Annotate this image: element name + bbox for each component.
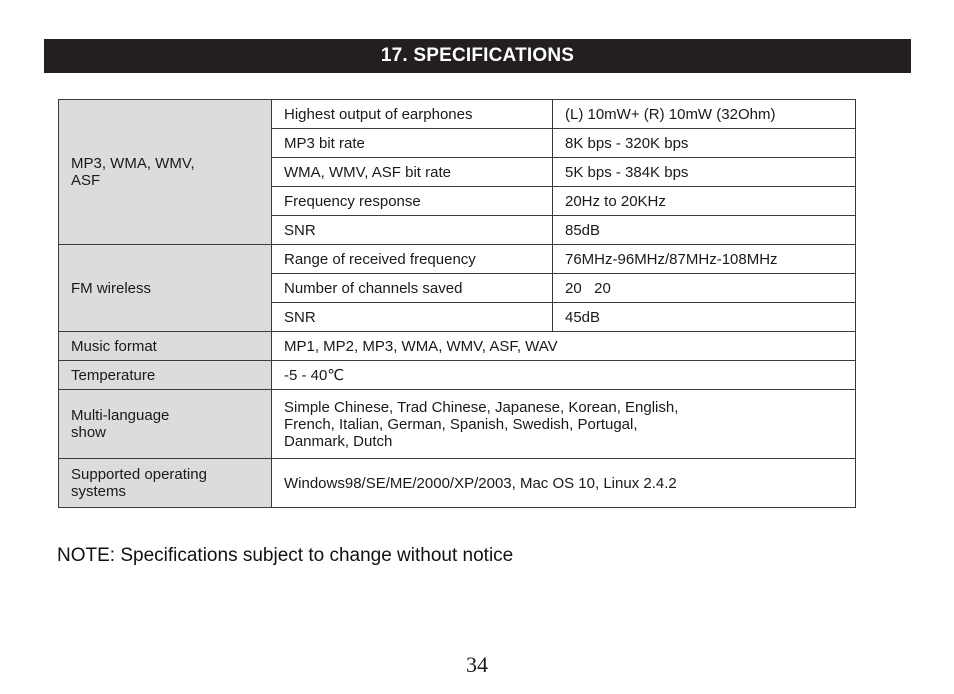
spec-label: Range of received frequency: [272, 245, 553, 274]
table-row: [59, 100, 856, 129]
category-label: MP3, WMA, WMV, ASF: [71, 155, 195, 189]
spec-value: Simple Chinese, Trad Chinese, Japanese, Korean, English, French, Italian, German, Spanish, Swedish, Portugal, Danmark, Dutch: [272, 390, 856, 459]
category-cell: [59, 459, 272, 508]
category-cell: [59, 390, 272, 459]
table-row: [59, 459, 856, 508]
spec-label: Number of channels saved: [272, 274, 553, 303]
category-label: FM wireless: [71, 279, 152, 297]
spec-label: SNR: [272, 303, 553, 332]
spec-value: Windows98/SE/ME/2000/XP/2003, Mac OS 10, Linux 2.4.2: [272, 459, 856, 508]
table-row: [59, 390, 856, 459]
table-row: [59, 361, 856, 390]
spec-value: MP1, MP2, MP3, WMA, WMV, ASF, WAV: [272, 332, 856, 361]
category-cell: [59, 100, 272, 245]
category-cell: [59, 332, 272, 361]
spec-value: 45dB: [553, 303, 856, 332]
spec-value: 20Hz to 20KHz: [553, 187, 856, 216]
note-text: NOTE: Specifications subject to change without notice: [57, 545, 514, 566]
table-row: [59, 245, 856, 274]
spec-value: -5 - 40℃: [272, 361, 856, 390]
spec-label: SNR: [272, 216, 553, 245]
category-label: Supported operating systems: [71, 466, 207, 500]
section-title: 17. SPECIFICATIONS: [380, 45, 575, 66]
table-row: [59, 332, 856, 361]
page-number: 34: [466, 652, 488, 677]
spec-label: Highest output of earphones: [272, 100, 553, 129]
spec-label: Frequency response: [272, 187, 553, 216]
spec-value: 85dB: [553, 216, 856, 245]
section-title-bar: [44, 39, 911, 73]
spec-value: 20 20: [553, 274, 856, 303]
category-cell: [59, 361, 272, 390]
spec-value: 5K bps - 384K bps: [553, 158, 856, 187]
category-label: Music format: [71, 337, 157, 355]
spec-value: 8K bps - 320K bps: [553, 129, 856, 158]
category-cell: [59, 245, 272, 332]
category-label: Multi-language show: [71, 407, 170, 441]
spec-label: MP3 bit rate: [272, 129, 553, 158]
specifications-table: [58, 99, 856, 508]
category-label: Temperature: [71, 366, 156, 384]
spec-value: 76MHz-96MHz/87MHz-108MHz: [553, 245, 856, 274]
spec-value: (L) 10mW+ (R) 10mW (32Ohm): [553, 100, 856, 129]
spec-label: WMA, WMV, ASF bit rate: [272, 158, 553, 187]
